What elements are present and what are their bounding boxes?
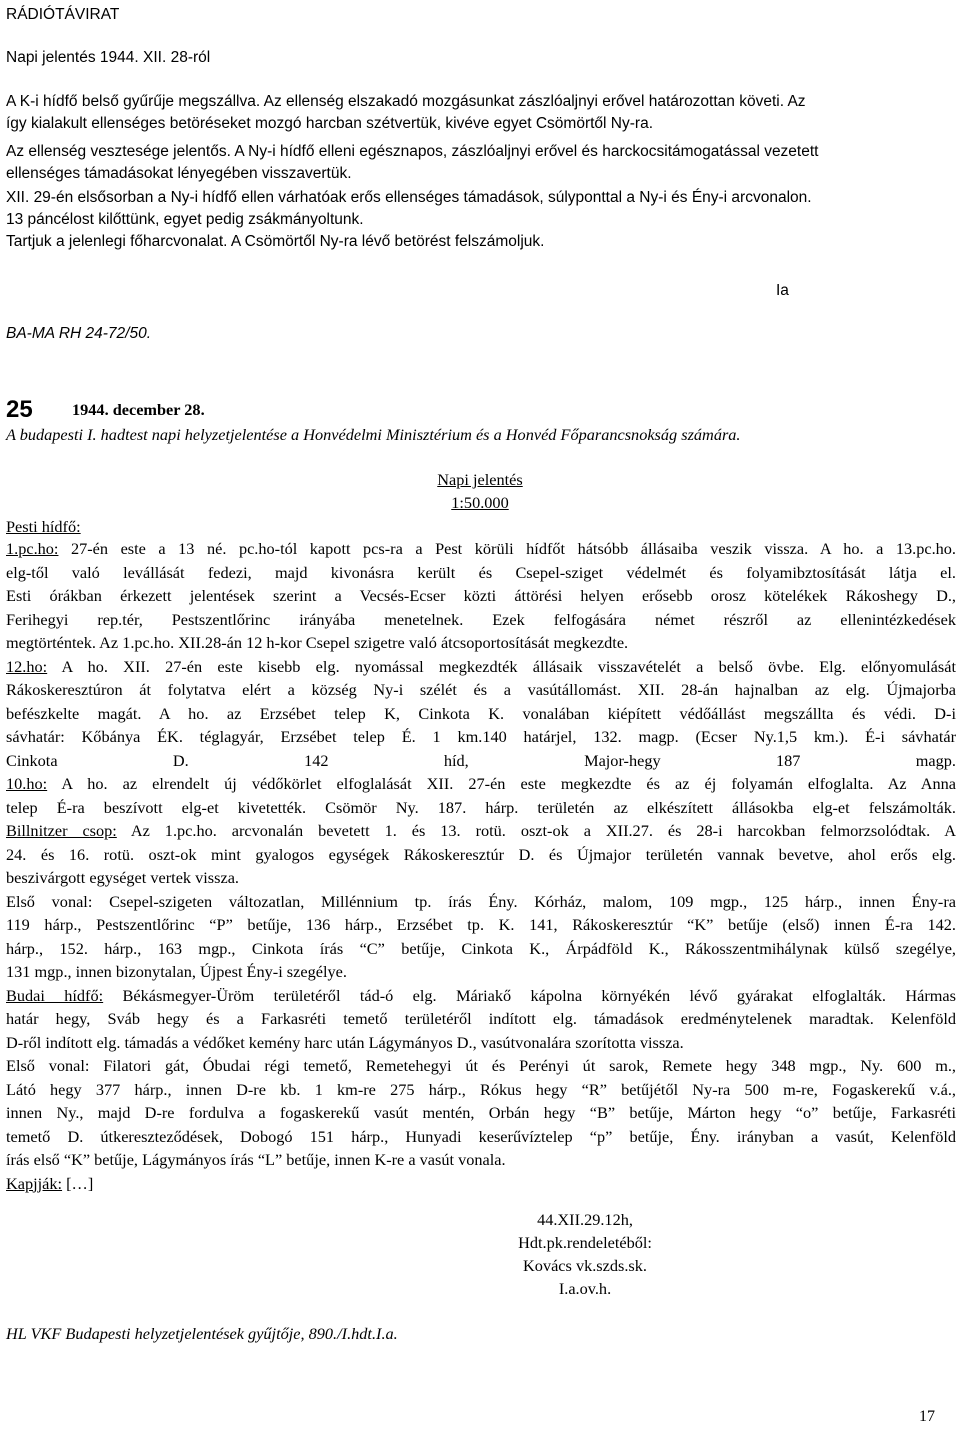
report-line [6,609,956,630]
report-line: Napi jelentés 1944. XII. 28-ról [6,49,211,66]
report-line [6,867,239,888]
report-line [6,679,956,700]
report-line [6,1079,956,1100]
line-text: 119 hárp., Pestszentlőrinc “P” betűje, 136 hárp., Erzsébet tp. K. 141, Rákoskeresztúr “K” betűje (első) innen É-ra 142. [6,915,956,934]
report-heading: Napi jelentés [437,470,523,489]
report-line [6,961,347,982]
document-title: RÁDIÓTÁVIRAT [6,6,120,23]
report-line [6,844,956,865]
report-line [6,1102,956,1123]
line-text: 27-én este a 13 né. pc.ho-tól kapott pcs-ra a Pest körüli hídfőt hátsóbb állásaiba veszik vissza. A ho. a 13.pc.ho. [58,539,956,558]
line-text: 24. és 16. rotü. oszt-ok mint gyalogos egységek Rákoskeresztúr D. és Újmajor területén vannak bevetve, ahol erős elg. [6,844,956,864]
line-text: Esti órákban érkezett jelentések szerint a Vecsés-Ecser közti áttörési helyen erősebb orosz kötelékek Rákoshegy D., [6,586,956,605]
report-line [6,703,956,724]
line-text: Békásmegyer-Üröm területéről tád-ó elg. Máriakő kápolna környékén lévő gyárakat elfoglalták. Hármas [103,985,956,1005]
report-line [6,1126,956,1147]
line-text: Az 1.pc.ho. arcvonalán bevetett 1. és 13. rotü. oszt-ok a XII.27. és 28-i harcokban felmorzsolódtak. A [116,821,956,840]
line-text: D-ről indított elg. támadás a védőket kemény harc után Lágymányos D., vasútvonalára szorította vissza. [6,1032,684,1052]
signature-line: I.a.ov.h. [558,1279,612,1298]
unit-label: 12.ho: [6,656,48,676]
document-date: 1944. december 28. [72,400,205,419]
line-text: Ferihegyi rep.tér, Pestszentlőrinc irányába menetelnek. Ezek felfogására német részről az ellenintézkedések [6,609,956,629]
radiogram-line: ellenséges támadásokat lényegében visszavertük. [6,165,352,182]
radiogram-signature: Ia [776,282,789,299]
document-subtitle: A budapesti I. hadtest napi helyzetjelentése a Honvédelmi Minisztérium és a Honvéd Főparancsnokság számára. [6,425,741,444]
line-text: temető D. útkereszteződések, Dobogó 151 hárp., Hunyadi keserűvíztelep “p” betűje, Ény. irányban a vasút, Kelenföld [6,1126,956,1146]
line-text: sávhatár: Kőbánya ÉK. téglagyár, Erzsébet telep É. 1 km.140 határjel, 132. magp. (Ecser Ny.1,5 km.). É-i sávhatár [6,727,956,746]
document-number: 25 [6,396,33,423]
report-line [6,1173,93,1194]
unit-label: Billnitzer csop: [6,821,117,840]
unit-label: 10.ho: [6,774,48,793]
report-line [6,656,956,677]
report-line [6,1149,506,1170]
line-text: Cinkota D. 142 híd, Major-hegy 187 magp. [6,750,956,770]
section-pesti-hidfo: Pesti hídfő: [6,517,81,536]
report-line [6,914,956,935]
line-text: befészkelte magát. A ho. az Erzsébet telep K, Cinkota K. vonalában kiépített védőállást megszállta és védi. D-i [6,703,956,723]
signature-line: Kovács vk.szds.sk. [523,1256,647,1275]
signature-line: Hdt.pk.rendeletéből: [518,1233,652,1252]
line-text: Látó hegy 377 hárp., innen D-re kb. 1 km-re 275 hárp., Rókus hegy “R” betűjétől Ny-ra 500 m-re, Fogaskerekű v.á., [6,1079,956,1099]
report-line [6,632,628,653]
line-text: […] [62,1173,94,1193]
report-line [6,820,956,841]
report-line [6,585,956,606]
line-text: Első vonal: Csepel-szigeten változatlan, Millénnium tp. írás Ény. Kórház, malom, 109 mgp., 125 hárp., innen Ény-ra [6,891,956,911]
radiogram-line: Tartjuk a jelenlegi főharcvonalat. A Csömörtől Ny-ra lévő betörést felszámoljuk. [6,233,545,250]
report-line [6,773,956,794]
report-line [6,1032,684,1053]
report-line [6,985,956,1006]
radiogram-line: Az ellenség vesztesége jelentős. A Ny-i hídfő elleni egésznapos, zászlóaljnyi erővel és harckocsitámogatással vezetett [6,143,819,160]
radiogram-source: BA-MA RH 24-72/50. [6,325,152,342]
line-text: beszivárgott egységet vertek vissza. [6,868,239,887]
unit-label: 1.pc.ho: [6,539,59,558]
radiogram-line: XII. 29-én elsősorban a Ny-i hídfő ellen várhatóak erős ellenséges támadások, súlyponttal a Ny-i és Ény-i arcvonalon. [6,189,812,206]
report-line [6,797,956,818]
line-text: A ho. XII. 27-én este kisebb elg. nyomással megkezdték állásaik visszavételét a belső övbe. Elg. előnyomulását [47,656,956,676]
line-text: megtörténtek. Az 1.pc.ho. XII.28-án 12 h-kor Csepel szigetre való átcsoportosítását megkezdte. [6,633,629,652]
radiogram-line: A K-i hídfő belső gyűrűje megszállva. Az ellenség elszakadó mozgásunkat zászlóaljnyi erővel határozottan követi. Az [6,93,806,110]
line-text: hárp., 152. hárp., 163 mgp., Cinkota írás “C” betűje, Cinkota K., Árpádföld K., Rákosszentmihálynak külső szegélye, [6,938,956,958]
report-line [6,1008,956,1029]
line-text: 131 mgp., innen bizonytalan, Újpest Ény-i szegélye. [6,962,347,981]
line-text: A ho. az elrendelt új védőkörlet elfoglalását XII. 27-én este megkezdte és az éj folyamán elfoglalta. Az Anna [47,774,956,793]
report-line [6,750,956,771]
document-source: HL VKF Budapesti helyzetjelentések gyűjtője, 890./I.hdt.I.a. [6,1324,398,1343]
signature-line: 44.XII.29.12h, [537,1210,633,1229]
report-line [6,562,956,583]
report-scale: 1:50.000 [451,493,509,512]
report-line [6,538,956,559]
report-line [6,938,956,959]
unit-label: Budai hídfő: [6,985,104,1005]
radiogram-line: 13 páncélost kilőttünk, egyet pedig zsákmányoltunk. [6,211,364,228]
report-line [6,726,956,747]
line-text: Rákoskeresztúron át folytatva elért a község Ny-i szélét és a vasútállomást. XII. 28-án hajnalban az elg. Újmajorba [6,680,956,699]
radiogram-line: így kialakult ellenséges betöréseket mozgó harcban szétvertük, kivéve egyet Csömörtől Ny-ra. [6,115,653,132]
line-text: határ hegy, Sváb hegy és a Farkasréti temető területéről indított elg. támadások eredménytelenek maradtak. Kelenföld [6,1009,956,1028]
line-text: innen Ny., majd D-re fordulva a fogaskerekű vasút mentén, Orbán hegy “B” betűje, Márton hegy “o” betűje, Farkasréti [6,1103,956,1122]
page-number: 17 [919,1408,935,1425]
line-text: írás első “K” betűje, Lágymányos írás “L” betűje, innen K-re a vasút vonala. [6,1150,506,1169]
line-text: elg-től való levállását fedezi, majd kivonásra került és Csepel-sziget védelmét és folyamibztosítását látja el. [6,562,956,582]
report-line [6,891,956,912]
unit-label: Kapjják: [6,1173,63,1193]
report-line [6,1055,956,1076]
line-text: telep É-ra beszívott elg-et kivetették. Csömör Ny. 187. hárp. területén az elkészített állásokba elg-et felszámolták. [6,797,956,817]
line-text: Első vonal: Filatori gát, Óbudai régi temető, Remetehegyi út és Perényi út sarok, Remete hegy 348 mgp., Ny. 600 m., [6,1056,956,1075]
